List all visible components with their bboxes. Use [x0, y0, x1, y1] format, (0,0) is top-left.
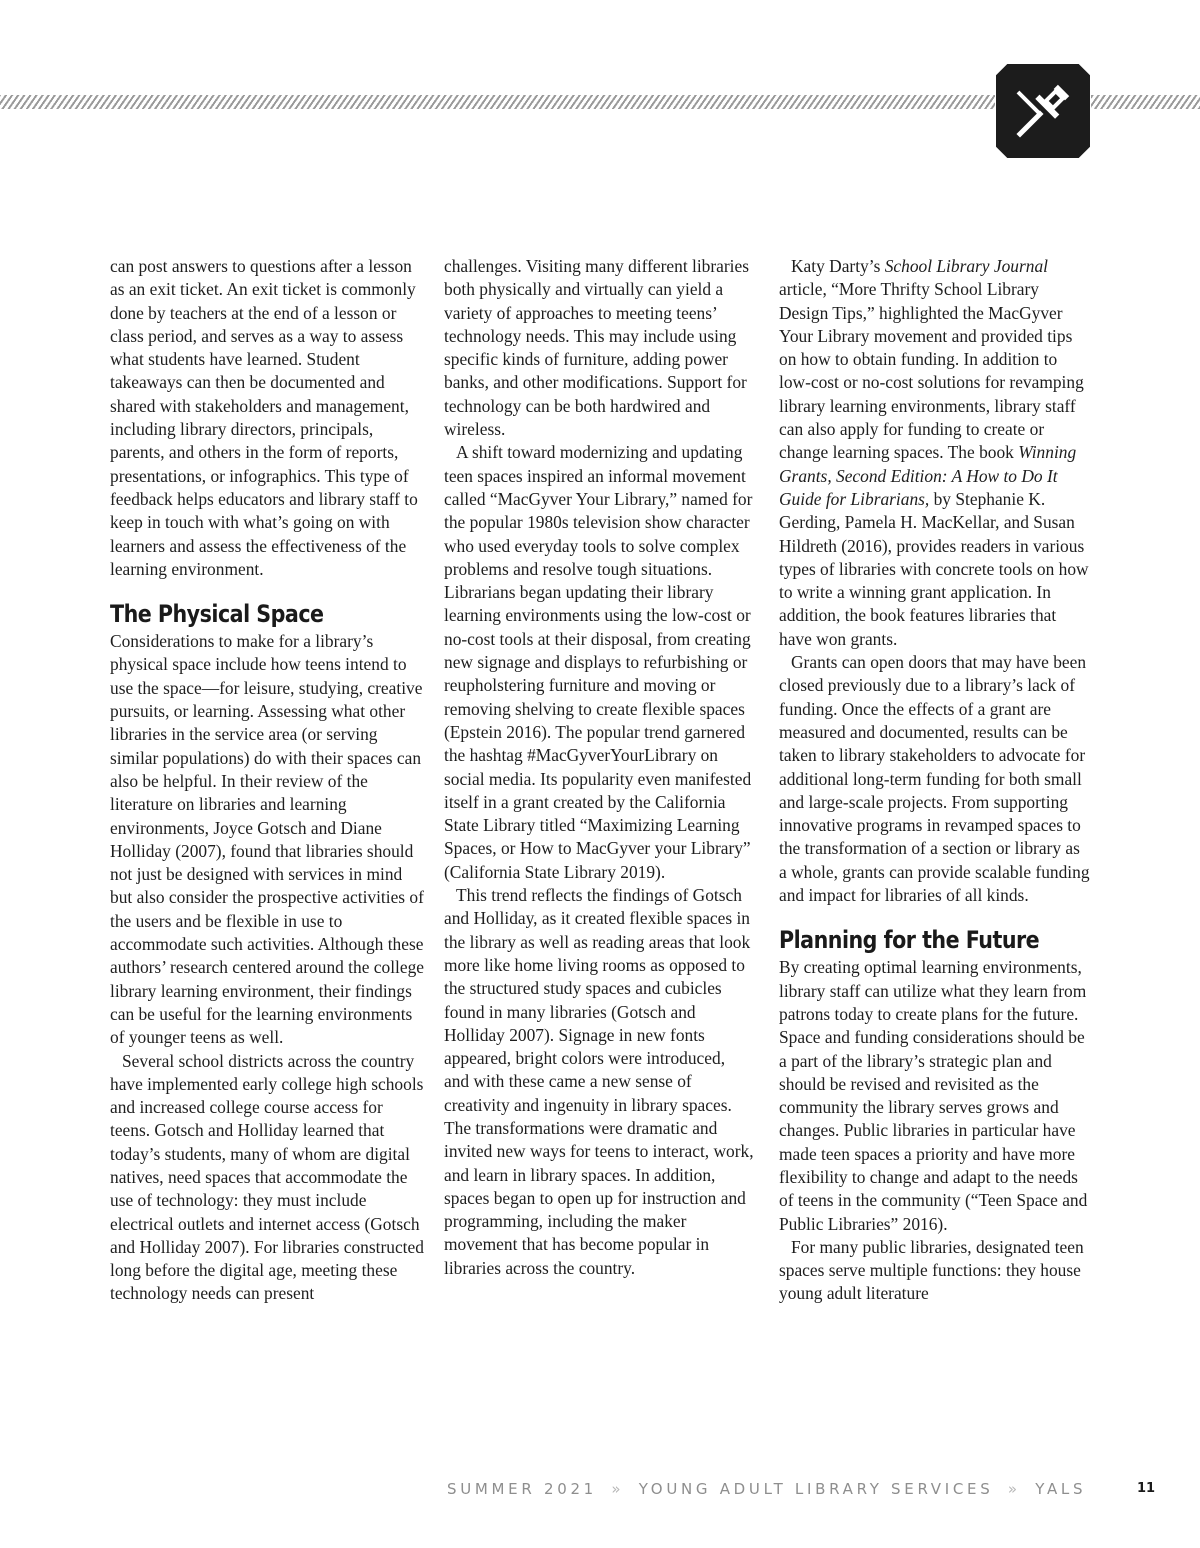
text-run: by Stephanie K. Gerding, Pamela H. MacKellar, and Susan Hildreth (2016), provides readers in various types of libraries with concrete tools on how to write a winning grant application. In addition, the book features libraries that have won grants. — [779, 488, 1089, 649]
paragraph: This trend reflects the findings of Gotsch and Holliday, as it created flexible spaces in the library as well as reading areas that look more like home living rooms as opposed to the structured study spaces and cubicles found in many libraries (Gotsch and Holliday 2007). Signage in new fonts appeared, bright colors were introduced, and with these came a new sense of creativity and ingenuity in library spaces. The transformations were dramatic and invited new ways for teens to interact, work, and learn in library spaces. In addition, spaces began to open up for instruction and programming, including the maker movement that has become popular in libraries across the country. — [444, 885, 754, 1278]
paragraph: challenges. Visiting many different libraries both physically and virtually can yield a variety of approaches to meeting teens’ technology needs. This may include using specific kinds of furniture, adding power banks, and other modifications. Support for technology can be both hardwired and wireless. — [444, 256, 749, 440]
footer-separator: » — [611, 1480, 625, 1498]
book-title: Winning Grants, Second Edition: A How to Do It Guide for Librarians, — [779, 442, 1077, 509]
paragraph: Grants can open doors that may have been closed previously due to a library’s lack of funding. Once the effects of a grant are measured and documented, results can be taken to library stakeholders to advocate for additional long-term funding for both small and large-scale projects. From supporting innovative programs in revamped spaces to the transformation of a section or library as a whole, grants can provide scalable funding and impact for libraries of all kinds. — [779, 652, 1090, 906]
page-number: 11 — [1137, 1481, 1156, 1496]
text-run: Katy Darty’s — [791, 256, 885, 276]
paragraph: By creating optimal learning environments, library staff can utilize what they learn from patrons today to create plans for the future. Space and funding considerations should be a part of the library’s strategic plan and should be revised and revisited as the community the library serves grows and changes. Public libraries in particular have made teen spaces a priority and have more flexibility to change and adapt to the needs of teens in the community (“Teen Space and Public Libraries” 2016). — [779, 957, 1088, 1234]
paragraph: can post answers to questions after a lesson as an exit ticket. An exit ticket is commonly done by teachers at the end of a lesson or class period, and serves as a way to assess what students have learned. Student takeaways can then be documented and shared with stakeholders and management, including library directors, principals, parents, and others in the form of reports, presentations, or infographics. This type of feedback helps educators and library staff to keep in touch with what’s going on with learners and assess the effectiveness of the learning environment. — [110, 256, 418, 579]
paragraph: For many public libraries, designated teen spaces serve multiple functions: they house young adult literature — [779, 1236, 1084, 1304]
paragraph: Several school districts across the country have implemented early college high schools and increased college course access for teens. Gotsch and Holliday learned that today’s students, many of whom are digital natives, need spaces that accommodate the use of technology: they must include electrical outlets and internet access (Gotsch and Holliday 2007). For libraries constructed long before the digital age, meeting these technology needs can present — [110, 1050, 424, 1304]
text-run: article, “More Thrifty School Library Design Tips,” highlighted the MacGyver Your Library movement and provided tips on how to obtain funding. In addition to low-cost or no-cost solutions for revamping library learning environments, library staff can also apply for funding to create or change learning spaces. The book — [779, 279, 1084, 463]
footer-issue: SUMMER 2021 — [447, 1480, 597, 1498]
paragraph: A shift toward modernizing and updating teen spaces inspired an informal movement called “MacGyver Your Library,” named for the popular 1980s television show character who used everyday tools to solve complex problems and resolve tough situations. Librarians began updating their library learning environments using the low-cost or no-cost tools at their disposal, from creating new signage and displays to refurbishing or reupholstering furniture and moving or removing shelving to create flexible spaces (Epstein 2016). The popular trend garnered the hashtag #MacGyverYourLibrary on social media. Its popularity even manifested itself in a grant created by the California State Library titled “Maximizing Learning Spaces, or How to MacGyver your Library” (California State Library 2019). — [444, 442, 753, 882]
footer-abbrev: YALS — [1035, 1480, 1087, 1498]
footer-publication: YOUNG ADULT LIBRARY SERVICES — [638, 1480, 994, 1498]
journal-title: School Library Journal — [884, 256, 1048, 276]
paragraph: Considerations to make for a library’s physical space include how teens intend to use the space—for leisure, studying, creative pursuits, or learning. Assessing what other libraries in the service area (or serving similar populations) do with their spaces can also be helpful. In their review of the literature on libraries and learning environments, Joyce Gotsch and Diane Holliday (2007), found that libraries should not just be designed with services in mind but also consider the prospective activities of the users and be flexible in use to accommodate such activities. Although these authors’ research centered around the college library learning environment, their findings can be useful for the learning environments of younger teens as well. — [110, 631, 424, 1048]
text-column-1 — [110, 255, 426, 1306]
section-heading-planning-future: Planning for the Future — [779, 926, 1040, 955]
page-footer — [447, 1480, 1086, 1498]
section-badge — [995, 63, 1091, 159]
paragraph — [779, 255, 1091, 651]
text-column-3 — [779, 255, 1091, 1306]
section-heading-physical-space: The Physical Space — [110, 600, 324, 629]
pushpin-icon — [1010, 78, 1076, 144]
footer-separator: » — [1007, 1480, 1021, 1498]
text-column-2 — [444, 255, 754, 1280]
